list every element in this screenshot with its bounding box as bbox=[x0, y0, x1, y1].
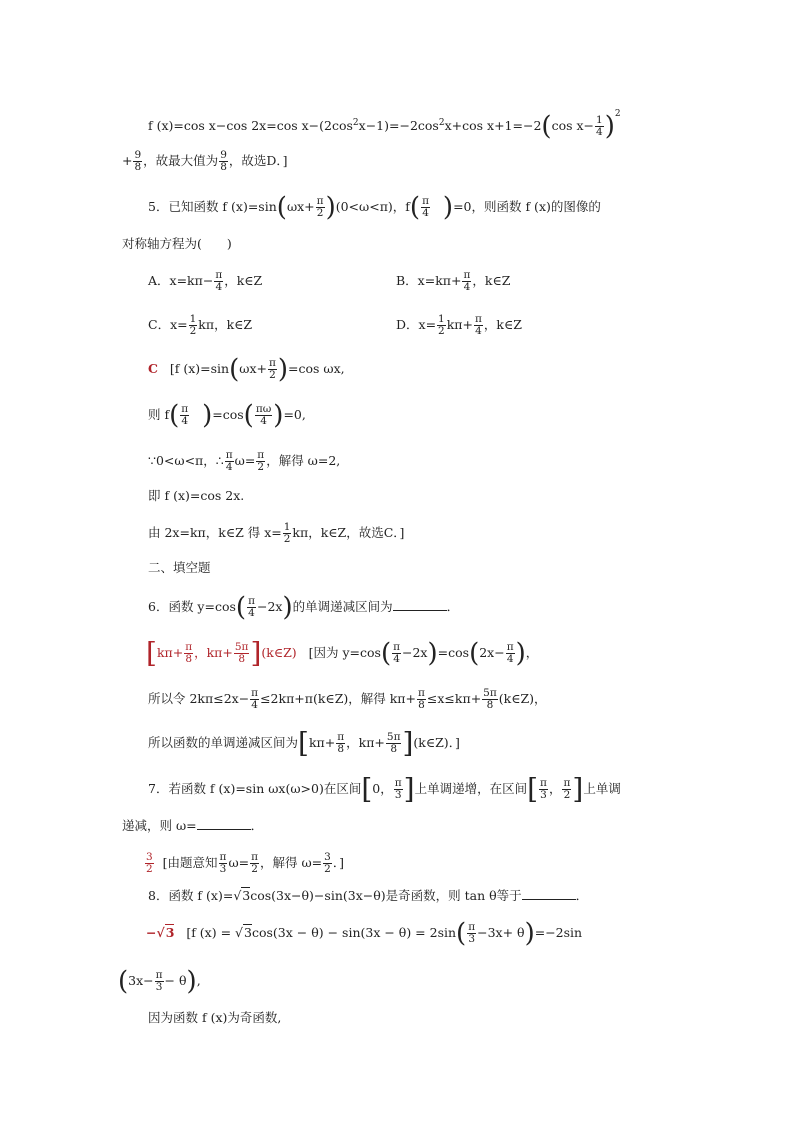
left-bracket: [ bbox=[527, 772, 539, 806]
answer-blank[interactable] bbox=[393, 598, 447, 611]
numerator: π bbox=[268, 357, 276, 369]
text: 所以函数的单调递减区间为 bbox=[148, 735, 299, 750]
fraction-5pi-8 bbox=[482, 688, 498, 711]
left-bracket: [ bbox=[298, 726, 309, 760]
right-paren: ) bbox=[524, 918, 535, 949]
right-bracket: ] bbox=[402, 726, 414, 760]
answer-blank[interactable] bbox=[197, 817, 251, 830]
fraction-pi-3 bbox=[155, 970, 164, 993]
denominator: 4 bbox=[225, 461, 233, 473]
denominator: 2 bbox=[563, 789, 571, 801]
text: cos(3x − θ) − sin(3x − θ) = 2sin bbox=[251, 925, 457, 940]
text: =0，则函数 f (x)的图像的 bbox=[453, 199, 601, 214]
q8-answer: −√3 bbox=[146, 925, 175, 940]
text: − θ bbox=[164, 973, 187, 988]
right-bracket: ] bbox=[572, 772, 584, 806]
fraction-pi-4 bbox=[506, 642, 515, 665]
left-paren: ( bbox=[276, 192, 287, 223]
q5-option-d bbox=[396, 314, 522, 337]
denominator: 4 bbox=[248, 607, 255, 619]
text: ≤x≤kπ+ bbox=[426, 691, 482, 706]
fraction-pi-8 bbox=[184, 642, 193, 665]
text: ，k∈Z bbox=[224, 273, 263, 288]
denominator: 2 bbox=[189, 325, 197, 337]
numerator: 9 bbox=[220, 149, 227, 161]
numerator: 5π bbox=[234, 641, 249, 653]
numerator: π bbox=[394, 777, 402, 789]
text: kπ+ bbox=[156, 645, 184, 660]
numerator: π bbox=[337, 731, 345, 743]
text: 7．若函数 f (x)=sin ωx(ω>0)在区间 bbox=[148, 781, 362, 796]
left-paren: ( bbox=[243, 400, 254, 431]
denominator: 4 bbox=[260, 415, 267, 427]
text: −2x bbox=[402, 645, 428, 660]
fraction-pi-2 bbox=[268, 358, 277, 381]
sqrt-3: 3 bbox=[244, 925, 252, 940]
text: 上单调 bbox=[583, 781, 621, 796]
fraction-1-4 bbox=[595, 115, 604, 138]
text: ∵0<ω<π，∴ bbox=[148, 453, 224, 468]
denominator: 3 bbox=[219, 863, 227, 875]
q7-stem-line2 bbox=[122, 816, 263, 836]
denominator: 8 bbox=[486, 699, 494, 711]
text: 8．函数 f (x)= bbox=[148, 888, 234, 903]
text: [因为 y=cos bbox=[308, 645, 381, 660]
text: 3x− bbox=[128, 973, 154, 988]
denominator: 4 bbox=[393, 653, 400, 665]
text: ． bbox=[446, 599, 460, 614]
q5-stem-line1 bbox=[148, 192, 601, 223]
denominator: 8 bbox=[337, 743, 345, 755]
numerator: π bbox=[251, 687, 259, 699]
text: 的单调递减区间为 bbox=[292, 599, 393, 614]
numerator: 1 bbox=[283, 521, 291, 533]
text: ，kπ+ bbox=[346, 735, 385, 750]
numerator: π bbox=[185, 641, 193, 653]
text: ≤2kπ+π(k∈Z)，解得 kπ+ bbox=[260, 691, 416, 706]
q5-solution-line1 bbox=[148, 354, 345, 385]
text: ． bbox=[575, 888, 589, 903]
text: ． bbox=[250, 818, 264, 833]
q5-solution-line3 bbox=[148, 450, 340, 473]
fraction-pi-4 bbox=[214, 270, 223, 293]
text: 即 f (x)=cos 2x. bbox=[148, 488, 245, 503]
numerator: π bbox=[418, 687, 425, 699]
text: ，解得 ω=2, bbox=[266, 453, 341, 468]
fraction-pi-8 bbox=[336, 732, 345, 755]
denominator: 4 bbox=[181, 415, 189, 427]
numerator: 3 bbox=[146, 851, 153, 863]
left-paren: ( bbox=[229, 354, 240, 385]
text: 2x− bbox=[479, 645, 505, 660]
sqrt-3: 3 bbox=[165, 925, 175, 940]
denominator: 4 bbox=[422, 207, 429, 219]
denominator: 3 bbox=[540, 789, 547, 801]
left-paren: ( bbox=[169, 400, 180, 431]
fraction-9-8 bbox=[133, 150, 142, 173]
denominator: 4 bbox=[596, 126, 603, 138]
left-paren: ( bbox=[541, 111, 552, 142]
numerator: π bbox=[225, 449, 233, 461]
denominator: 2 bbox=[146, 863, 153, 875]
q5-solution-line2 bbox=[148, 400, 306, 431]
text: 0， bbox=[372, 781, 393, 796]
left-paren: ( bbox=[409, 192, 421, 223]
exponent: 2 bbox=[614, 109, 621, 119]
q5-option-a bbox=[148, 270, 262, 293]
section-heading-fill-in bbox=[148, 558, 211, 578]
text: C．x= bbox=[148, 317, 188, 332]
sqrt-3: 3 bbox=[242, 888, 251, 903]
text: A．x=kπ− bbox=[148, 273, 214, 288]
text: B．x=kπ+ bbox=[396, 273, 462, 288]
fraction-pi-3 bbox=[467, 922, 476, 945]
fraction-pi-4 bbox=[180, 404, 189, 427]
denominator: 3 bbox=[394, 789, 402, 801]
fraction-piomega-4 bbox=[255, 404, 272, 427]
text: ，kπ+ bbox=[194, 645, 233, 660]
fraction-1-2 bbox=[437, 314, 446, 337]
right-paren: ) bbox=[282, 592, 293, 623]
text: [f (x)=sin bbox=[169, 361, 230, 376]
left-paren: ( bbox=[469, 638, 480, 669]
text: + bbox=[122, 153, 133, 168]
denominator: 8 bbox=[185, 653, 192, 665]
fraction-pi-2 bbox=[316, 196, 325, 219]
fraction-pi-2 bbox=[256, 450, 265, 473]
left-bracket: [ bbox=[361, 772, 373, 806]
numerator: π bbox=[155, 969, 163, 981]
text: (0<ω<π)，f bbox=[335, 199, 410, 214]
fraction-pi-4 bbox=[421, 196, 430, 219]
q5-stem-line2 bbox=[122, 234, 232, 254]
denominator: 8 bbox=[418, 699, 425, 711]
text: f (x)=cos x−cos 2x=cos x−(2cos bbox=[148, 118, 353, 133]
q8-solution-line2 bbox=[118, 966, 201, 997]
numerator: 3 bbox=[324, 851, 331, 863]
text: cos x− bbox=[551, 118, 595, 133]
text: =0, bbox=[283, 407, 306, 422]
fraction-5pi-8 bbox=[234, 642, 250, 665]
numerator: πω bbox=[255, 403, 272, 415]
q7-answer bbox=[145, 852, 154, 875]
numerator: π bbox=[219, 851, 227, 863]
numerator: π bbox=[248, 595, 255, 607]
numerator: π bbox=[316, 195, 324, 207]
q6-answer-line bbox=[146, 636, 539, 670]
fraction-5pi-8 bbox=[386, 732, 402, 755]
numerator: π bbox=[463, 269, 471, 281]
text: ωx+ bbox=[239, 361, 267, 376]
text: ，故最大值为 bbox=[143, 153, 219, 168]
exponent: 2 bbox=[352, 117, 359, 128]
fraction-pi-4 bbox=[247, 596, 256, 619]
q5-solution-line5 bbox=[148, 522, 404, 545]
q6-solution-line3 bbox=[148, 726, 460, 760]
text: ω= bbox=[234, 453, 256, 468]
q4-solution-line1 bbox=[148, 104, 621, 142]
text: 6．函数 y=cos bbox=[148, 599, 236, 614]
right-paren: ) bbox=[515, 638, 526, 669]
denominator: 8 bbox=[390, 743, 398, 755]
denominator: 4 bbox=[475, 325, 482, 337]
denominator: 2 bbox=[283, 533, 291, 545]
text: ，解得 ω= bbox=[260, 855, 323, 870]
q5-solution-line4 bbox=[148, 486, 244, 506]
right-paren: ) bbox=[186, 966, 197, 997]
numerator: π bbox=[393, 641, 400, 653]
numerator: π bbox=[251, 851, 259, 863]
q6-solution-line2 bbox=[148, 688, 547, 711]
text: x−1)=−2cos bbox=[358, 118, 439, 133]
denominator: 8 bbox=[220, 161, 227, 173]
text: −3x+ θ bbox=[477, 925, 525, 940]
numerator: 1 bbox=[596, 114, 603, 126]
denominator: 4 bbox=[251, 699, 258, 711]
denominator: 3 bbox=[468, 933, 475, 945]
denominator: 2 bbox=[438, 325, 445, 337]
fraction-pi-4 bbox=[250, 688, 259, 711]
text: =−2sin bbox=[534, 925, 583, 940]
right-paren: ) bbox=[325, 192, 336, 223]
fraction-pi-4 bbox=[462, 270, 471, 293]
fraction-pi-3 bbox=[394, 778, 403, 801]
right-paren: ) bbox=[202, 400, 213, 431]
denominator: 2 bbox=[257, 461, 265, 473]
numerator: π bbox=[181, 403, 189, 415]
denominator: 2 bbox=[251, 863, 258, 875]
fraction-pi-3 bbox=[539, 778, 548, 801]
right-bracket: ] bbox=[250, 636, 262, 670]
denominator: 8 bbox=[134, 161, 142, 173]
right-paren: ) bbox=[604, 111, 615, 142]
numerator: π bbox=[468, 921, 476, 933]
fraction-pi-3 bbox=[219, 852, 228, 875]
fraction-1-2 bbox=[283, 522, 292, 545]
text: ，k∈Z bbox=[472, 273, 511, 288]
text: D．x= bbox=[396, 317, 437, 332]
text: −2x bbox=[256, 599, 283, 614]
text: kπ，k∈Z bbox=[198, 317, 253, 332]
text: 由 2x=kπ，k∈Z 得 x= bbox=[148, 525, 282, 540]
q5-option-c bbox=[148, 314, 252, 337]
text: =cos bbox=[212, 407, 244, 422]
q6-answer bbox=[146, 636, 297, 670]
denominator: 3 bbox=[155, 981, 163, 993]
denominator: 4 bbox=[463, 281, 471, 293]
numerator: 1 bbox=[189, 313, 197, 325]
text: ω= bbox=[228, 855, 250, 870]
numerator: 5π bbox=[386, 731, 401, 743]
left-paren: ( bbox=[380, 638, 392, 669]
numerator: π bbox=[540, 777, 547, 789]
text: cos(3x−θ)−sin(3x−θ)是奇函数，则 tan θ等于 bbox=[250, 888, 522, 903]
text: 5．已知函数 f (x)=sin bbox=[148, 199, 277, 214]
text: [f (x) = bbox=[186, 925, 232, 940]
fraction-pi-4 bbox=[225, 450, 234, 473]
left-paren: ( bbox=[235, 592, 247, 623]
text: 递减，则 ω= bbox=[122, 818, 197, 833]
text: 所以令 2kπ≤2x− bbox=[148, 691, 250, 706]
denominator: 2 bbox=[269, 369, 276, 381]
fraction-pi-4 bbox=[474, 314, 483, 337]
text: ，故选D．] bbox=[228, 153, 288, 168]
text: x+cos x+1=−2 bbox=[444, 118, 542, 133]
right-paren: ) bbox=[427, 638, 438, 669]
numerator: 5π bbox=[483, 687, 497, 699]
exponent: 2 bbox=[438, 117, 445, 128]
fraction-9-8 bbox=[219, 150, 228, 173]
q6-stem bbox=[148, 592, 460, 623]
text: ．] bbox=[332, 855, 344, 870]
right-paren: ) bbox=[442, 192, 454, 223]
denominator: 4 bbox=[215, 281, 223, 293]
text: (k∈Z) bbox=[261, 645, 297, 660]
text: (k∈Z)．] bbox=[413, 735, 460, 750]
fraction-pi-4 bbox=[392, 642, 401, 665]
text: kπ+ bbox=[308, 735, 336, 750]
text: − bbox=[146, 925, 157, 940]
left-paren: ( bbox=[118, 966, 129, 997]
numerator: π bbox=[563, 777, 571, 789]
numerator: 1 bbox=[438, 313, 445, 325]
numerator: π bbox=[422, 195, 429, 207]
numerator: π bbox=[506, 641, 514, 653]
denominator: 2 bbox=[316, 207, 324, 219]
numerator: π bbox=[215, 269, 223, 281]
numerator: π bbox=[257, 449, 265, 461]
numerator: π bbox=[475, 313, 482, 325]
fraction-pi-2 bbox=[562, 778, 571, 801]
q8-solution-line3 bbox=[148, 1008, 281, 1028]
q4-solution-line2 bbox=[122, 150, 288, 173]
text: , bbox=[196, 973, 201, 988]
denominator: 8 bbox=[238, 653, 246, 665]
fraction-pi-2 bbox=[250, 852, 259, 875]
text: kπ+ bbox=[446, 317, 473, 332]
fraction-pi-8 bbox=[417, 688, 426, 711]
text: 对称轴方程为( ) bbox=[122, 236, 232, 251]
denominator: 4 bbox=[506, 653, 514, 665]
numerator: 9 bbox=[134, 149, 142, 161]
text: =cos ωx, bbox=[288, 361, 345, 376]
text: [由题意知 bbox=[162, 855, 218, 870]
q5-option-b bbox=[396, 270, 510, 293]
section-title: 二、填空题 bbox=[148, 560, 211, 575]
left-bracket: [ bbox=[146, 636, 157, 670]
text: ，k∈Z bbox=[483, 317, 522, 332]
q7-stem-line1 bbox=[148, 772, 621, 806]
text: 上单调递增，在区间 bbox=[414, 781, 528, 796]
q8-stem: 8．函数 f (x)=√3cos(3x−θ)−sin(3x−θ)是奇函数，则 tan θ等于 ． bbox=[148, 888, 589, 903]
text: ， bbox=[525, 645, 539, 660]
q7-solution bbox=[144, 852, 344, 875]
denominator: 2 bbox=[324, 863, 331, 875]
text: 则 f bbox=[148, 407, 170, 422]
left-paren: ( bbox=[456, 918, 467, 949]
text: kπ，k∈Z，故选C．] bbox=[292, 525, 405, 540]
q8-solution-line1: −√3 [f (x) = √3cos(3x − θ) − sin(3x − θ) = 2sin( $\frac{\pi}{3}$ −3x+ θ)=−2sin bbox=[146, 918, 583, 949]
text: =cos bbox=[437, 645, 470, 660]
right-bracket: ] bbox=[403, 772, 415, 806]
answer-label: C bbox=[148, 361, 158, 376]
right-paren: ) bbox=[277, 354, 289, 385]
text: ， bbox=[548, 781, 562, 796]
text: 因为函数 f (x)为奇函数, bbox=[148, 1010, 282, 1025]
text: (k∈Z)， bbox=[498, 691, 547, 706]
fraction-1-2 bbox=[189, 314, 198, 337]
fraction-3-2 bbox=[323, 852, 332, 875]
text: ωx+ bbox=[286, 199, 315, 214]
right-paren: ) bbox=[273, 400, 284, 431]
answer-blank[interactable] bbox=[522, 887, 576, 900]
